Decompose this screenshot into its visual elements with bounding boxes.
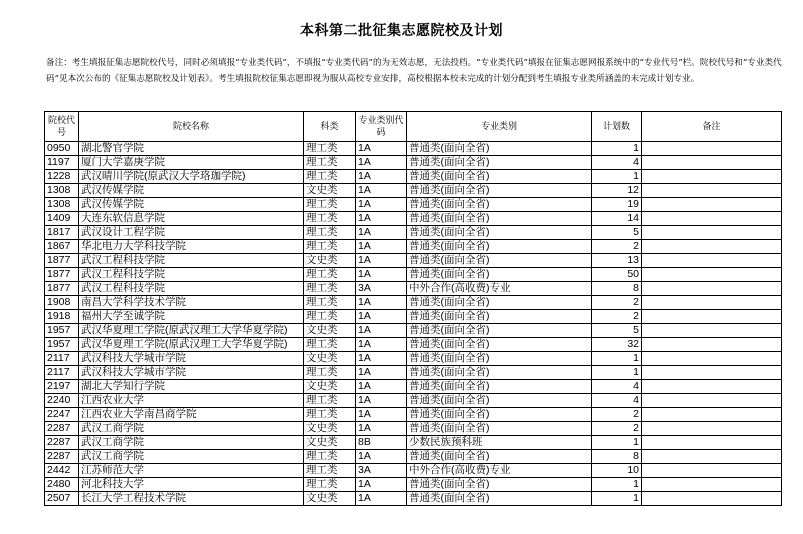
cell-major-code: 1A — [356, 240, 407, 254]
cell-category: 文史类 — [304, 184, 356, 198]
cell-major-code: 1A — [356, 324, 407, 338]
cell-count: 50 — [592, 268, 642, 282]
cell-name: 湖北警官学院 — [79, 142, 304, 156]
cell-code: 1409 — [45, 212, 79, 226]
cell-code: 2117 — [45, 366, 79, 380]
table-row — [45, 268, 782, 282]
cell-major-code: 3A — [356, 282, 407, 296]
cell-major-type: 普通类(面向全省) — [407, 450, 592, 464]
cell-count: 5 — [592, 226, 642, 240]
page-title: 本科第二批征集志愿院校及计划 — [300, 23, 503, 39]
cell-name: 武汉工商学院 — [79, 436, 304, 450]
cell-name: 福州大学至诚学院 — [79, 310, 304, 324]
cell-count: 19 — [592, 198, 642, 212]
cell-major-code: 1A — [356, 338, 407, 352]
cell-count: 5 — [592, 324, 642, 338]
cell-major-type: 普通类(面向全省) — [407, 156, 592, 170]
cell-category: 文史类 — [304, 380, 356, 394]
cell-remark — [642, 492, 782, 506]
table-row — [45, 240, 782, 254]
cell-name: 武汉科技大学城市学院 — [79, 366, 304, 380]
table-row — [45, 366, 782, 380]
cell-major-type: 普通类(面向全省) — [407, 296, 592, 310]
table-header-row — [45, 112, 782, 142]
cell-code: 2442 — [45, 464, 79, 478]
cell-remark — [642, 254, 782, 268]
cell-code: 2287 — [45, 436, 79, 450]
cell-major-type: 普通类(面向全省) — [407, 338, 592, 352]
cell-name: 武汉工商学院 — [79, 450, 304, 464]
cell-major-code: 1A — [356, 254, 407, 268]
cell-major-code: 1A — [356, 268, 407, 282]
cell-code: 2287 — [45, 422, 79, 436]
cell-major-type: 普通类(面向全省) — [407, 254, 592, 268]
cell-remark — [642, 296, 782, 310]
cell-major-type: 普通类(面向全省) — [407, 408, 592, 422]
cell-remark — [642, 464, 782, 478]
table-row — [45, 394, 782, 408]
cell-count: 1 — [592, 352, 642, 366]
cell-count: 1 — [592, 492, 642, 506]
cell-count: 1 — [592, 142, 642, 156]
cell-category: 理工类 — [304, 478, 356, 492]
table-row — [45, 492, 782, 506]
plan-table — [44, 111, 782, 506]
cell-name: 武汉晴川学院(原武汉大学珞珈学院) — [79, 170, 304, 184]
cell-name: 江苏师范大学 — [79, 464, 304, 478]
cell-remark — [642, 324, 782, 338]
cell-remark — [642, 436, 782, 450]
cell-code: 2197 — [45, 380, 79, 394]
table-row — [45, 226, 782, 240]
cell-category: 理工类 — [304, 142, 356, 156]
cell-count: 14 — [592, 212, 642, 226]
cell-code: 2247 — [45, 408, 79, 422]
cell-category: 理工类 — [304, 464, 356, 478]
cell-category: 理工类 — [304, 408, 356, 422]
cell-name: 武汉工程科技学院 — [79, 254, 304, 268]
cell-major-code: 1A — [356, 156, 407, 170]
cell-major-code: 1A — [356, 170, 407, 184]
cell-remark — [642, 184, 782, 198]
cell-category: 理工类 — [304, 212, 356, 226]
cell-name: 湖北大学知行学院 — [79, 380, 304, 394]
cell-count: 1 — [592, 478, 642, 492]
cell-major-code: 1A — [356, 310, 407, 324]
header-remark: 备注 — [642, 112, 782, 142]
cell-major-type: 普通类(面向全省) — [407, 352, 592, 366]
cell-category: 理工类 — [304, 282, 356, 296]
cell-category: 理工类 — [304, 240, 356, 254]
cell-major-type: 普通类(面向全省) — [407, 268, 592, 282]
cell-major-type: 普通类(面向全省) — [407, 324, 592, 338]
cell-major-type: 普通类(面向全省) — [407, 492, 592, 506]
cell-major-code: 1A — [356, 198, 407, 212]
table-row — [45, 478, 782, 492]
table-row — [45, 408, 782, 422]
header-major-code: 专业类别代码 — [356, 112, 407, 142]
cell-major-type: 中外合作(高收费)专业 — [407, 464, 592, 478]
cell-code: 1877 — [45, 268, 79, 282]
cell-major-code: 1A — [356, 296, 407, 310]
cell-code: 1908 — [45, 296, 79, 310]
cell-major-code: 1A — [356, 380, 407, 394]
cell-count: 2 — [592, 422, 642, 436]
cell-category: 理工类 — [304, 366, 356, 380]
cell-category: 理工类 — [304, 226, 356, 240]
cell-name: 大连东软信息学院 — [79, 212, 304, 226]
cell-code: 0950 — [45, 142, 79, 156]
cell-code: 2480 — [45, 478, 79, 492]
cell-code: 2117 — [45, 352, 79, 366]
table-row — [45, 212, 782, 226]
cell-name: 江西农业大学 — [79, 394, 304, 408]
cell-category: 理工类 — [304, 394, 356, 408]
cell-count: 32 — [592, 338, 642, 352]
cell-major-code: 1A — [356, 212, 407, 226]
cell-remark — [642, 422, 782, 436]
table-row — [45, 310, 782, 324]
cell-code: 1308 — [45, 184, 79, 198]
cell-count: 4 — [592, 394, 642, 408]
table-row — [45, 296, 782, 310]
cell-name: 江西农业大学南昌商学院 — [79, 408, 304, 422]
cell-category: 理工类 — [304, 450, 356, 464]
cell-category: 文史类 — [304, 492, 356, 506]
table-row — [45, 170, 782, 184]
cell-major-code: 1A — [356, 394, 407, 408]
cell-count: 1 — [592, 436, 642, 450]
table-row — [45, 338, 782, 352]
cell-category: 文史类 — [304, 352, 356, 366]
cell-code: 1957 — [45, 324, 79, 338]
header-name: 院校名称 — [79, 112, 304, 142]
cell-count: 8 — [592, 450, 642, 464]
cell-count: 1 — [592, 366, 642, 380]
cell-code: 2287 — [45, 450, 79, 464]
cell-category: 文史类 — [304, 422, 356, 436]
table-row — [45, 436, 782, 450]
note-paragraph: 备注：考生填报征集志愿院校代号，同时必须填报“专业类代码”，不填报“专业类代码”的为无效志愿，无法投档。“专业类代码”填报在征集志愿网报系统中的“专业代号”栏。院校代号和“专业类代码”见本次公布的《征集志愿院校及计划表》。考生填报院校征集志愿即视为服从高校专业安排，高校根据本校未完成的计划分配到考生填报专业类所涵盖的未完成计划专业。 — [46, 58, 782, 84]
cell-remark — [642, 366, 782, 380]
table-row — [45, 324, 782, 338]
table-row — [45, 380, 782, 394]
cell-code: 1957 — [45, 338, 79, 352]
cell-count: 1 — [592, 170, 642, 184]
cell-name: 武汉传媒学院 — [79, 184, 304, 198]
cell-major-code: 1A — [356, 408, 407, 422]
cell-code: 1877 — [45, 254, 79, 268]
cell-remark — [642, 212, 782, 226]
cell-major-code: 1A — [356, 492, 407, 506]
cell-major-type: 普通类(面向全省) — [407, 142, 592, 156]
table-row — [45, 422, 782, 436]
cell-code: 1197 — [45, 156, 79, 170]
cell-count: 2 — [592, 408, 642, 422]
cell-category: 理工类 — [304, 170, 356, 184]
cell-code: 1867 — [45, 240, 79, 254]
cell-count: 2 — [592, 240, 642, 254]
cell-major-code: 3A — [356, 464, 407, 478]
cell-remark — [642, 226, 782, 240]
cell-major-type: 普通类(面向全省) — [407, 380, 592, 394]
cell-remark — [642, 198, 782, 212]
cell-remark — [642, 338, 782, 352]
table-body — [45, 142, 782, 506]
cell-name: 武汉工程科技学院 — [79, 268, 304, 282]
cell-category: 理工类 — [304, 338, 356, 352]
cell-remark — [642, 282, 782, 296]
table-row — [45, 464, 782, 478]
cell-major-type: 普通类(面向全省) — [407, 170, 592, 184]
cell-major-code: 1A — [356, 226, 407, 240]
cell-category: 理工类 — [304, 310, 356, 324]
table-row — [45, 282, 782, 296]
cell-name: 武汉华夏理工学院(原武汉理工大学华夏学院) — [79, 338, 304, 352]
cell-code: 2240 — [45, 394, 79, 408]
cell-count: 10 — [592, 464, 642, 478]
cell-remark — [642, 156, 782, 170]
cell-major-type: 普通类(面向全省) — [407, 310, 592, 324]
cell-remark — [642, 268, 782, 282]
cell-remark — [642, 380, 782, 394]
cell-code: 1918 — [45, 310, 79, 324]
cell-category: 文史类 — [304, 254, 356, 268]
cell-major-code: 8B — [356, 436, 407, 450]
cell-count: 4 — [592, 156, 642, 170]
cell-remark — [642, 240, 782, 254]
cell-remark — [642, 310, 782, 324]
cell-name: 长江大学工程技术学院 — [79, 492, 304, 506]
cell-name: 河北科技大学 — [79, 478, 304, 492]
cell-count: 4 — [592, 380, 642, 394]
table-row — [45, 156, 782, 170]
cell-remark — [642, 170, 782, 184]
cell-category: 理工类 — [304, 296, 356, 310]
cell-major-type: 普通类(面向全省) — [407, 240, 592, 254]
cell-code: 1308 — [45, 198, 79, 212]
cell-major-type: 普通类(面向全省) — [407, 184, 592, 198]
cell-major-code: 1A — [356, 478, 407, 492]
cell-major-type: 普通类(面向全省) — [407, 198, 592, 212]
cell-name: 华北电力大学科技学院 — [79, 240, 304, 254]
cell-major-type: 普通类(面向全省) — [407, 394, 592, 408]
cell-remark — [642, 478, 782, 492]
cell-count: 2 — [592, 296, 642, 310]
cell-major-code: 1A — [356, 142, 407, 156]
cell-major-code: 1A — [356, 352, 407, 366]
cell-count: 13 — [592, 254, 642, 268]
table-row — [45, 254, 782, 268]
cell-count: 2 — [592, 310, 642, 324]
cell-major-code: 1A — [356, 450, 407, 464]
cell-category: 文史类 — [304, 324, 356, 338]
cell-name: 南昌大学科学技术学院 — [79, 296, 304, 310]
header-code: 院校代号 — [45, 112, 79, 142]
cell-name: 武汉工商学院 — [79, 422, 304, 436]
cell-code: 1877 — [45, 282, 79, 296]
cell-name: 武汉华夏理工学院(原武汉理工大学华夏学院) — [79, 324, 304, 338]
table-row — [45, 184, 782, 198]
cell-count: 8 — [592, 282, 642, 296]
cell-category: 理工类 — [304, 198, 356, 212]
cell-major-type: 普通类(面向全省) — [407, 422, 592, 436]
cell-major-type: 普通类(面向全省) — [407, 478, 592, 492]
cell-code: 1817 — [45, 226, 79, 240]
cell-major-type: 中外合作(高收费)专业 — [407, 282, 592, 296]
table-row — [45, 450, 782, 464]
cell-major-code: 1A — [356, 422, 407, 436]
cell-category: 理工类 — [304, 156, 356, 170]
header-major-type: 专业类别 — [407, 112, 592, 142]
cell-major-type: 普通类(面向全省) — [407, 366, 592, 380]
cell-remark — [642, 142, 782, 156]
cell-remark — [642, 352, 782, 366]
table-row — [45, 142, 782, 156]
table-row — [45, 198, 782, 212]
cell-major-code: 1A — [356, 366, 407, 380]
cell-count: 12 — [592, 184, 642, 198]
cell-remark — [642, 394, 782, 408]
cell-name: 武汉传媒学院 — [79, 198, 304, 212]
cell-name: 武汉设计工程学院 — [79, 226, 304, 240]
cell-category: 文史类 — [304, 436, 356, 450]
header-category: 科类 — [304, 112, 356, 142]
cell-code: 2507 — [45, 492, 79, 506]
header-count: 计划数 — [592, 112, 642, 142]
table-row — [45, 352, 782, 366]
cell-name: 厦门大学嘉庚学院 — [79, 156, 304, 170]
cell-major-type: 普通类(面向全省) — [407, 212, 592, 226]
cell-category: 理工类 — [304, 268, 356, 282]
cell-major-type: 普通类(面向全省) — [407, 226, 592, 240]
cell-name: 武汉工程科技学院 — [79, 282, 304, 296]
cell-remark — [642, 450, 782, 464]
cell-major-code: 1A — [356, 184, 407, 198]
cell-code: 1228 — [45, 170, 79, 184]
cell-major-type: 少数民族预科班 — [407, 436, 592, 450]
cell-name: 武汉科技大学城市学院 — [79, 352, 304, 366]
cell-remark — [642, 408, 782, 422]
